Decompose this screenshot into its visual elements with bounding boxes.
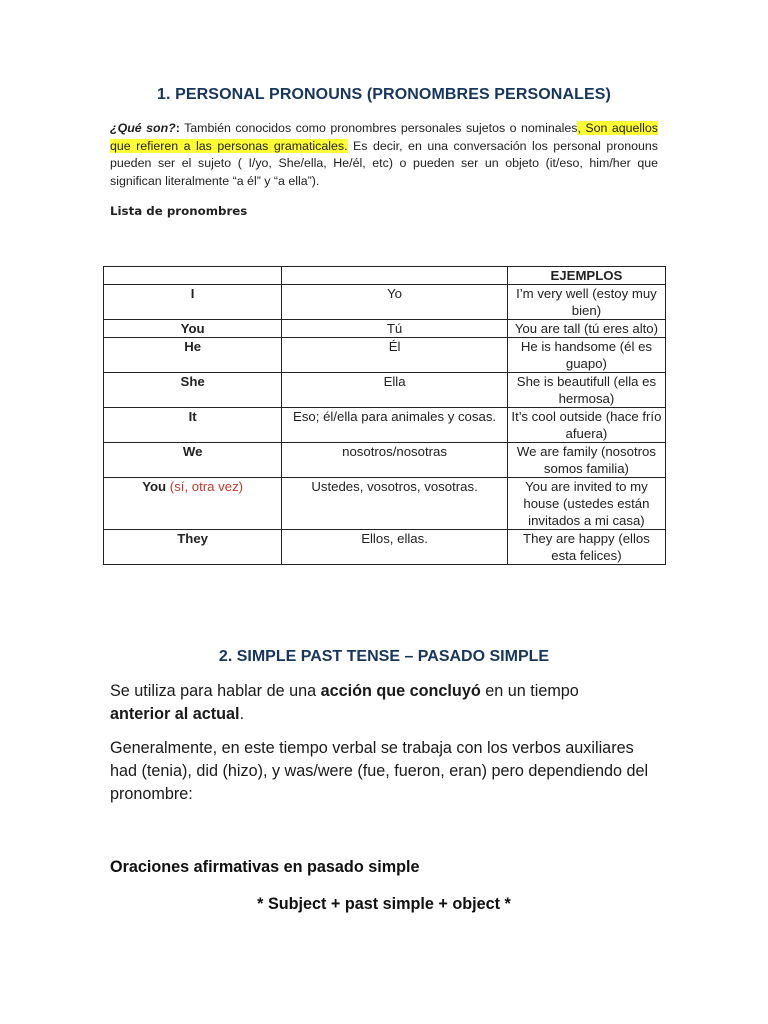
pronoun-table xyxy=(103,266,666,565)
example-cell: She is beautifull (ella es hermosa) xyxy=(507,373,665,408)
translation-cell: Él xyxy=(282,338,508,373)
p1-bold-d: anterior al actual xyxy=(110,705,240,723)
example-cell: It’s cool outside (hace frío afuera) xyxy=(507,408,665,443)
pronoun-cell: She xyxy=(104,373,282,408)
p1-bold-a: acción que concluyó xyxy=(320,682,481,700)
example-cell: They are happy (ellos esta felices) xyxy=(507,530,665,565)
translation-cell: Ellos, ellas. xyxy=(282,530,508,565)
example-cell: You are tall (tú eres alto) xyxy=(507,320,665,338)
past-tense-definition xyxy=(110,680,590,726)
table-row xyxy=(104,478,666,530)
example-cell: We are family (nosotros somos familia) xyxy=(507,443,665,478)
pronoun-cell: It xyxy=(104,408,282,443)
auxiliary-verbs-paragraph: Generalmente, en este tiempo verbal se trabaja con los verbos auxiliares had (tenia), did (hizo), y was/were (fue, fueron, eran) pero dependiendo del pronombre: xyxy=(110,739,649,803)
pronoun-cell: We xyxy=(104,443,282,478)
pronoun-cell: They xyxy=(104,530,282,565)
pronoun-cell: I xyxy=(104,285,282,320)
pronoun-cell: You xyxy=(104,320,282,338)
example-cell: I’m very well (estoy muy bien) xyxy=(507,285,665,320)
table-row xyxy=(104,530,666,565)
sentence-formula: * Subject + past simple + object * xyxy=(257,895,511,913)
p1-text-a: Se utiliza para hablar de una xyxy=(110,682,321,700)
p1-text-e: . xyxy=(239,705,245,723)
table-row xyxy=(104,320,666,338)
pronoun-note: (sí, otra vez) xyxy=(169,479,244,494)
table-row xyxy=(104,408,666,443)
pronoun-cell xyxy=(104,478,282,530)
table-header-row xyxy=(104,267,666,285)
table-row xyxy=(104,373,666,408)
intro-question: ¿Qué son? xyxy=(110,121,176,135)
section2-title: 2. SIMPLE PAST TENSE – PASADO SIMPLE xyxy=(218,648,550,665)
affirmative-subheading: Oraciones afirmativas en pasado simple xyxy=(110,858,420,876)
example-cell: He is handsome (él es guapo) xyxy=(507,338,665,373)
translation-cell: Ella xyxy=(282,373,508,408)
intro-text-a: También conocidos como pronombres personales sujetos o nominales xyxy=(179,121,578,135)
intro-highlight: , Son aquellos que refieren a las personas gramaticales. xyxy=(110,121,658,153)
example-cell: You are invited to my house (ustedes están invitados a mi casa) xyxy=(507,478,665,530)
translation-cell: Yo xyxy=(282,285,508,320)
translation-cell: nosotros/nosotras xyxy=(282,443,508,478)
intro-paragraph xyxy=(110,120,658,190)
table-row xyxy=(104,443,666,478)
table-row xyxy=(104,338,666,373)
translation-cell: Eso; él/ella para animales y cosas. xyxy=(282,408,508,443)
translation-cell: Ustedes, vosotros, vosotras. xyxy=(282,478,508,530)
header-cell-2 xyxy=(282,267,508,285)
header-cell-ejemplos: EJEMPLOS xyxy=(507,267,665,285)
pronoun-cell: He xyxy=(104,338,282,373)
translation-cell: Tú xyxy=(282,320,508,338)
pronoun-text: You xyxy=(142,479,167,494)
header-cell-1 xyxy=(104,267,282,285)
intro-text-b: Es decir, en una conversación los personal pronouns pueden ser el sujeto ( I/yo, She/ella, He/él, etc) o pueden ser un objeto (it/eso, him/her que significan literalmente “a él” y “a ella”). xyxy=(110,138,658,188)
p1-text-c: en un tiempo xyxy=(480,682,579,700)
section1-title: 1. PERSONAL PRONOUNS (PRONOMBRES PERSONALES) xyxy=(157,86,611,103)
table-row xyxy=(104,285,666,320)
intro-colon: : xyxy=(175,121,180,135)
list-heading: Lista de pronombres xyxy=(110,204,248,218)
